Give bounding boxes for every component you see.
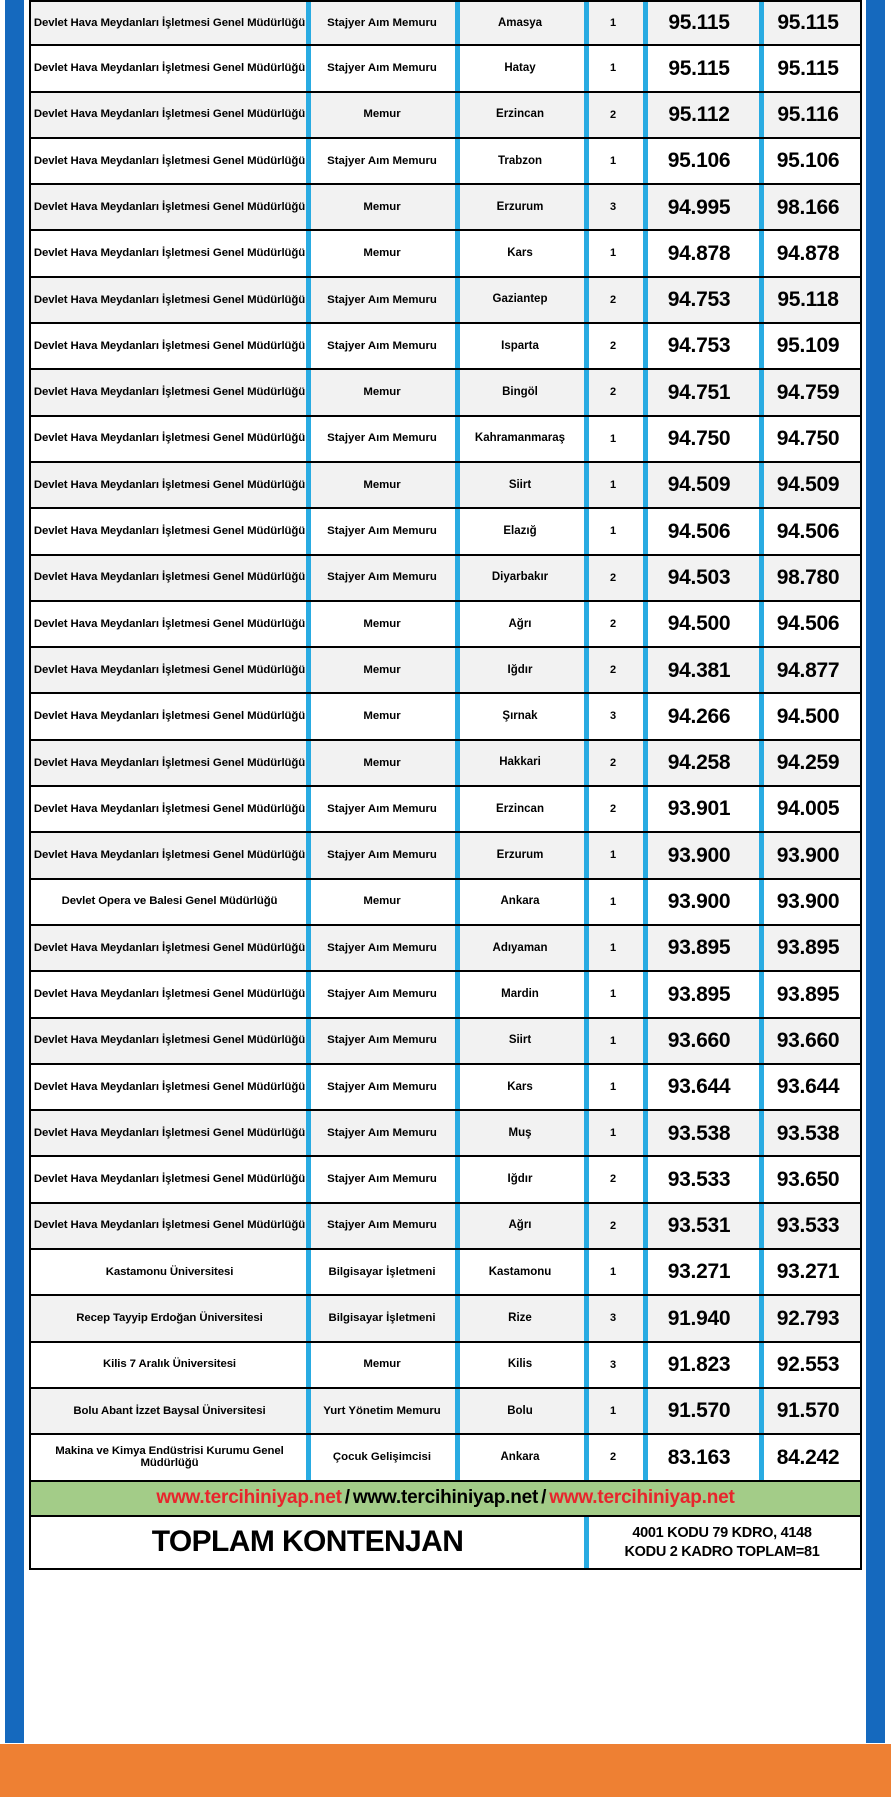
cell-taban-puan: 95.115	[668, 11, 730, 35]
totals-note-line-2: KODU 2 KADRO TOPLAM=81	[624, 1543, 820, 1560]
cell-unvan: Stajyer Aım Memuru	[327, 62, 437, 75]
cell-il: Erzurum	[496, 200, 544, 213]
table-row	[31, 556, 860, 602]
cell-kontenjan: 2	[609, 617, 617, 630]
cell-il: Siirt	[508, 478, 532, 491]
cell-kontenjan: 1	[609, 16, 617, 29]
cell-taban-puan: 94.995	[667, 195, 731, 219]
cell-kontenjan: 1	[609, 1080, 617, 1093]
cell-tavan-puan: 92.553	[776, 1353, 840, 1376]
score-table	[29, 0, 862, 1570]
cell-kontenjan: 1	[609, 247, 617, 260]
cell-taban-puan: 94.266	[667, 704, 731, 728]
cell-tavan-puan: 93.900	[776, 890, 840, 914]
promo-link-3[interactable]: www.tercihiniyap.net	[549, 1487, 735, 1508]
table-row	[31, 694, 860, 740]
cell-taban-puan: 94.753	[667, 334, 731, 358]
cell-unvan: Memur	[363, 386, 401, 399]
cell-tavan-puan: 93.900	[776, 843, 840, 867]
cell-tavan-puan: 93.538	[776, 1121, 840, 1145]
cell-unvan: Memur	[363, 478, 401, 491]
cell-unvan: Memur	[363, 895, 401, 908]
cell-tavan-puan: 94.878	[776, 241, 840, 265]
table-row	[31, 1111, 860, 1157]
cell-taban-puan: 94.258	[667, 751, 731, 775]
table-row	[31, 93, 860, 139]
cell-taban-puan: 93.660	[667, 1028, 731, 1052]
cell-kurum: Devlet Hava Meydanları İşletmesi Genel Müdürlüğü	[33, 571, 306, 584]
cell-kurum: Devlet Hava Meydanları İşletmesi Genel Müdürlüğü	[33, 293, 306, 306]
cell-unvan: Memur	[363, 710, 401, 723]
cell-il: Muş	[508, 1126, 532, 1139]
left-blue-rail	[5, 0, 24, 1743]
cell-kurum: Bolu Abant İzzet Baysal Üniversitesi	[73, 1404, 266, 1417]
cell-kurum: Devlet Hava Meydanları İşletmesi Genel Müdürlüğü	[33, 617, 306, 630]
cell-il: Kahramanmaraş	[474, 432, 566, 445]
cell-il: Erzincan	[496, 802, 544, 815]
cell-il: Ağrı	[508, 617, 532, 630]
cell-tavan-puan: 93.895	[776, 982, 840, 1006]
cell-kontenjan: 1	[609, 525, 617, 538]
cell-kurum: Devlet Hava Meydanları İşletmesi Genel Müdürlüğü	[33, 941, 306, 954]
cell-tavan-puan: 93.660	[776, 1028, 840, 1052]
cell-kontenjan: 2	[609, 386, 617, 399]
promo-banner[interactable]	[31, 1482, 860, 1517]
cell-unvan: Stajyer Aım Memuru	[327, 988, 437, 1000]
cell-tavan-puan: 95.118	[777, 288, 839, 312]
cell-taban-puan: 94.878	[667, 241, 731, 265]
cell-kurum: Makina ve Kimya Endüstrisi Kurumu Genel Müdürlüğü	[55, 1444, 284, 1470]
cell-taban-puan: 93.644	[667, 1075, 731, 1099]
cell-kurum: Devlet Hava Meydanları İşletmesi Genel Müdürlüğü	[33, 988, 306, 1000]
cell-il: Siirt	[508, 1034, 532, 1047]
cell-kurum: Recep Tayyip Erdoğan Üniversitesi	[76, 1312, 263, 1325]
cell-il: Iğdır	[507, 663, 533, 676]
cell-il: Şırnak	[502, 710, 538, 723]
cell-kontenjan: 1	[609, 849, 617, 862]
cell-unvan: Memur	[363, 663, 401, 676]
cell-taban-puan: 91.570	[667, 1399, 731, 1423]
table-row	[31, 370, 860, 416]
cell-il: Iğdır	[507, 1173, 533, 1186]
cell-taban-puan: 93.538	[667, 1121, 731, 1145]
table-row	[31, 46, 860, 92]
cell-kontenjan: 1	[609, 941, 617, 954]
cell-il: Ağrı	[508, 1219, 532, 1232]
cell-taban-puan: 95.112	[668, 102, 730, 126]
cell-taban-puan: 83.163	[667, 1445, 731, 1469]
cell-il: Kars	[507, 1080, 533, 1093]
cell-kurum: Devlet Hava Meydanları İşletmesi Genel Müdürlüğü	[33, 154, 306, 167]
table-row	[31, 1389, 860, 1435]
cell-taban-puan: 94.500	[667, 612, 731, 636]
cell-il: Gaziantep	[492, 293, 548, 306]
table-row	[31, 185, 860, 231]
table-row	[31, 324, 860, 370]
cell-unvan: Stajyer Aım Memuru	[327, 293, 437, 306]
cell-kurum: Devlet Hava Meydanları İşletmesi Genel Müdürlüğü	[33, 1219, 306, 1232]
cell-unvan: Stajyer Aım Memuru	[327, 1080, 437, 1093]
cell-kontenjan: 3	[609, 1312, 617, 1325]
cell-tavan-puan: 98.166	[776, 195, 840, 219]
cell-kontenjan: 1	[609, 1266, 617, 1278]
cell-kurum: Devlet Hava Meydanları İşletmesi Genel Müdürlüğü	[33, 108, 306, 121]
cell-kurum: Kastamonu Üniversitesi	[105, 1265, 234, 1278]
cell-taban-puan: 91.940	[667, 1306, 731, 1330]
table-row	[31, 880, 860, 926]
cell-il: Trabzon	[497, 154, 543, 167]
cell-kontenjan: 2	[609, 293, 617, 306]
cell-tavan-puan: 95.115	[777, 11, 839, 35]
totals-note-line-1: 4001 KODU 79 KDRO, 4148	[632, 1524, 812, 1541]
table-row	[31, 231, 860, 277]
cell-tavan-puan: 92.793	[776, 1306, 840, 1330]
cell-unvan: Stajyer Aım Memuru	[327, 432, 437, 445]
cell-kontenjan: 1	[609, 1034, 617, 1047]
cell-taban-puan: 94.381	[667, 658, 731, 682]
cell-taban-puan: 93.900	[667, 890, 731, 914]
cell-kontenjan: 1	[609, 895, 617, 908]
totals-note	[584, 1517, 860, 1568]
table-row	[31, 1157, 860, 1203]
cell-unvan: Stajyer Aım Memuru	[327, 571, 437, 584]
cell-kurum: Devlet Hava Meydanları İşletmesi Genel Müdürlüğü	[33, 200, 306, 213]
cell-tavan-puan: 94.506	[776, 519, 840, 543]
cell-kontenjan: 2	[609, 1451, 617, 1464]
cell-il: Ankara	[500, 1450, 540, 1463]
table-row	[31, 509, 860, 555]
cell-kurum: Kilis 7 Aralık Üniversitesi	[103, 1358, 236, 1371]
cell-il: Elazığ	[503, 524, 537, 537]
table-row	[31, 1343, 860, 1389]
cell-taban-puan: 94.750	[667, 427, 731, 451]
cell-taban-puan: 93.895	[667, 982, 731, 1006]
cell-kurum: Devlet Hava Meydanları İşletmesi Genel Müdürlüğü	[33, 1080, 306, 1093]
cell-tavan-puan: 98.780	[776, 565, 840, 589]
cell-il: Ankara	[500, 895, 540, 908]
cell-kurum: Devlet Hava Meydanları İşletmesi Genel Müdürlüğü	[33, 1034, 306, 1047]
cell-kurum: Devlet Hava Meydanları İşletmesi Genel Müdürlüğü	[33, 1126, 306, 1139]
table-row	[31, 602, 860, 648]
cell-kontenjan: 1	[609, 1127, 617, 1140]
cell-il: Erzincan	[496, 108, 544, 121]
cell-kontenjan: 1	[609, 62, 617, 75]
cell-il: Diyarbakır	[491, 571, 549, 584]
cell-unvan: Memur	[363, 756, 401, 769]
cell-tavan-puan: 93.644	[776, 1075, 840, 1099]
cell-taban-puan: 93.531	[667, 1214, 731, 1238]
cell-il: Amasya	[497, 16, 543, 29]
cell-unvan: Memur	[363, 617, 401, 630]
cell-il: Rize	[508, 1312, 532, 1325]
table-row	[31, 926, 860, 972]
table-row	[31, 1065, 860, 1111]
table-row	[31, 278, 860, 324]
cell-tavan-puan: 94.877	[776, 658, 840, 682]
table-row	[31, 833, 860, 879]
cell-unvan: Stajyer Aım Memuru	[327, 849, 437, 862]
cell-taban-puan: 93.271	[667, 1260, 731, 1284]
cell-il: Mardin	[501, 987, 539, 1000]
cell-kontenjan: 1	[609, 478, 617, 491]
table-row	[31, 741, 860, 787]
table-row	[31, 972, 860, 1018]
cell-kontenjan: 1	[609, 988, 617, 1001]
cell-il: Kilis	[507, 1358, 533, 1371]
cell-tavan-puan: 93.271	[776, 1260, 840, 1284]
cell-unvan: Memur	[363, 247, 401, 260]
cell-tavan-puan: 95.106	[776, 149, 840, 173]
cell-il: Adıyaman	[492, 941, 548, 954]
cell-tavan-puan: 84.242	[776, 1445, 840, 1469]
table-row	[31, 139, 860, 185]
cell-kontenjan: 2	[609, 756, 617, 769]
table-row	[31, 1296, 860, 1342]
cell-taban-puan: 94.753	[667, 288, 731, 312]
cell-kontenjan: 2	[609, 1219, 617, 1232]
cell-kontenjan: 1	[609, 1404, 617, 1417]
cell-kontenjan: 3	[609, 1358, 617, 1371]
table-row	[31, 1250, 860, 1296]
cell-il: Hatay	[504, 62, 536, 74]
table-row	[31, 1435, 860, 1481]
cell-kurum: Devlet Hava Meydanları İşletmesi Genel Müdürlüğü	[33, 756, 306, 769]
cell-kurum: Devlet Hava Meydanları İşletmesi Genel Müdürlüğü	[33, 247, 306, 260]
cell-unvan: Stajyer Aım Memuru	[327, 802, 437, 815]
table-row	[31, 1019, 860, 1065]
cell-taban-puan: 93.901	[667, 797, 731, 821]
cell-kurum: Devlet Hava Meydanları İşletmesi Genel Müdürlüğü	[33, 849, 306, 862]
table-row	[31, 787, 860, 833]
cell-kontenjan: 2	[609, 664, 617, 677]
cell-kurum: Devlet Hava Meydanları İşletmesi Genel Müdürlüğü	[33, 62, 306, 75]
cell-taban-puan: 94.506	[667, 519, 731, 543]
cell-unvan: Bilgisayar İşletmeni	[328, 1265, 436, 1278]
cell-tavan-puan: 93.895	[776, 936, 840, 960]
totals-label: TOPLAM KONTENJAN	[151, 1525, 464, 1558]
cell-kontenjan: 2	[609, 1173, 617, 1186]
cell-kontenjan: 2	[609, 571, 617, 584]
cell-unvan: Stajyer Aım Memuru	[327, 1173, 437, 1186]
table-row	[31, 1204, 860, 1250]
cell-tavan-puan: 93.533	[776, 1214, 840, 1238]
cell-unvan: Stajyer Aım Memuru	[327, 1219, 437, 1232]
cell-unvan: Memur	[363, 108, 401, 121]
cell-kurum: Devlet Hava Meydanları İşletmesi Genel Müdürlüğü	[33, 386, 306, 399]
promo-link-2[interactable]: www.tercihiniyap.net	[352, 1487, 539, 1508]
cell-unvan: Stajyer Aım Memuru	[327, 154, 437, 167]
cell-taban-puan: 94.751	[667, 380, 731, 404]
totals-footer	[31, 1517, 860, 1570]
cell-kurum: Devlet Hava Meydanları İşletmesi Genel Müdürlüğü	[33, 16, 306, 29]
table-row	[31, 0, 860, 46]
cell-kurum: Devlet Hava Meydanları İşletmesi Genel Müdürlüğü	[33, 802, 306, 815]
cell-kurum: Devlet Hava Meydanları İşletmesi Genel Müdürlüğü	[33, 1173, 306, 1186]
cell-kurum: Devlet Hava Meydanları İşletmesi Genel Müdürlüğü	[33, 432, 306, 445]
cell-tavan-puan: 93.650	[776, 1167, 840, 1191]
cell-unvan: Stajyer Aım Memuru	[327, 16, 437, 29]
footer-column-separator	[584, 1517, 589, 1568]
cell-tavan-puan: 94.509	[776, 473, 840, 497]
cell-unvan: Stajyer Aım Memuru	[327, 525, 437, 538]
bottom-orange-band	[0, 1744, 891, 1797]
cell-taban-puan: 93.900	[667, 843, 731, 867]
promo-slash-1: /	[344, 1487, 350, 1508]
cell-unvan: Yurt Yönetim Memuru	[323, 1404, 441, 1417]
cell-il: Bingöl	[502, 386, 538, 399]
table-row	[31, 648, 860, 694]
cell-il: Hakkari	[499, 756, 541, 769]
cell-tavan-puan: 94.500	[776, 704, 840, 728]
cell-il: Bolu	[507, 1404, 533, 1417]
cell-kontenjan: 2	[609, 340, 617, 353]
cell-taban-puan: 94.503	[667, 565, 731, 589]
cell-unvan: Çocuk Gelişimcisi	[332, 1450, 432, 1463]
cell-taban-puan: 95.115	[668, 56, 730, 80]
cell-kurum: Devlet Opera ve Balesi Genel Müdürlüğü	[61, 895, 278, 908]
cell-il: Erzurum	[496, 849, 544, 862]
cell-tavan-puan: 95.109	[776, 334, 840, 358]
cell-unvan: Stajyer Aım Memuru	[327, 941, 437, 954]
cell-kurum: Devlet Hava Meydanları İşletmesi Genel Müdürlüğü	[33, 663, 306, 676]
cell-unvan: Bilgisayar İşletmeni	[328, 1312, 436, 1325]
promo-link-1[interactable]: www.tercihiniyap.net	[156, 1487, 342, 1508]
cell-kurum: Devlet Hava Meydanları İşletmesi Genel Müdürlüğü	[33, 478, 306, 491]
cell-taban-puan: 93.895	[667, 936, 731, 960]
cell-tavan-puan: 94.005	[776, 797, 840, 821]
right-blue-rail	[866, 0, 885, 1743]
cell-tavan-puan: 95.116	[777, 102, 839, 126]
cell-tavan-puan: 94.750	[776, 427, 840, 451]
table-row	[31, 417, 860, 463]
cell-il: Kastamonu	[488, 1265, 552, 1278]
cell-taban-puan: 94.509	[667, 473, 731, 497]
cell-kurum: Devlet Hava Meydanları İşletmesi Genel Müdürlüğü	[33, 525, 306, 538]
cell-tavan-puan: 94.759	[776, 380, 840, 404]
cell-unvan: Stajyer Aım Memuru	[327, 339, 437, 352]
cell-kontenjan: 3	[609, 710, 617, 723]
cell-unvan: Memur	[363, 1358, 401, 1371]
cell-il: Isparta	[501, 339, 539, 352]
cell-unvan: Stajyer Aım Memuru	[327, 1126, 437, 1139]
cell-kontenjan: 1	[609, 154, 617, 167]
cell-kontenjan: 2	[609, 108, 617, 121]
cell-taban-puan: 91.823	[667, 1353, 731, 1376]
cell-unvan: Memur	[363, 200, 401, 213]
cell-taban-puan: 93.533	[667, 1167, 731, 1191]
cell-kontenjan: 1	[609, 432, 617, 445]
cell-tavan-puan: 94.259	[776, 751, 840, 775]
cell-tavan-puan: 91.570	[776, 1399, 840, 1423]
cell-tavan-puan: 95.115	[777, 56, 839, 80]
cell-il: Kars	[507, 247, 533, 260]
cell-taban-puan: 95.106	[667, 149, 731, 173]
promo-slash-2: /	[541, 1487, 547, 1508]
table-row	[31, 463, 860, 509]
cell-unvan: Stajyer Aım Memuru	[327, 1034, 437, 1047]
cell-tavan-puan: 94.506	[776, 612, 840, 636]
cell-kontenjan: 3	[609, 201, 617, 214]
cell-kontenjan: 2	[609, 803, 617, 816]
cell-kurum: Devlet Hava Meydanları İşletmesi Genel Müdürlüğü	[33, 339, 306, 352]
cell-kurum: Devlet Hava Meydanları İşletmesi Genel Müdürlüğü	[33, 710, 306, 723]
